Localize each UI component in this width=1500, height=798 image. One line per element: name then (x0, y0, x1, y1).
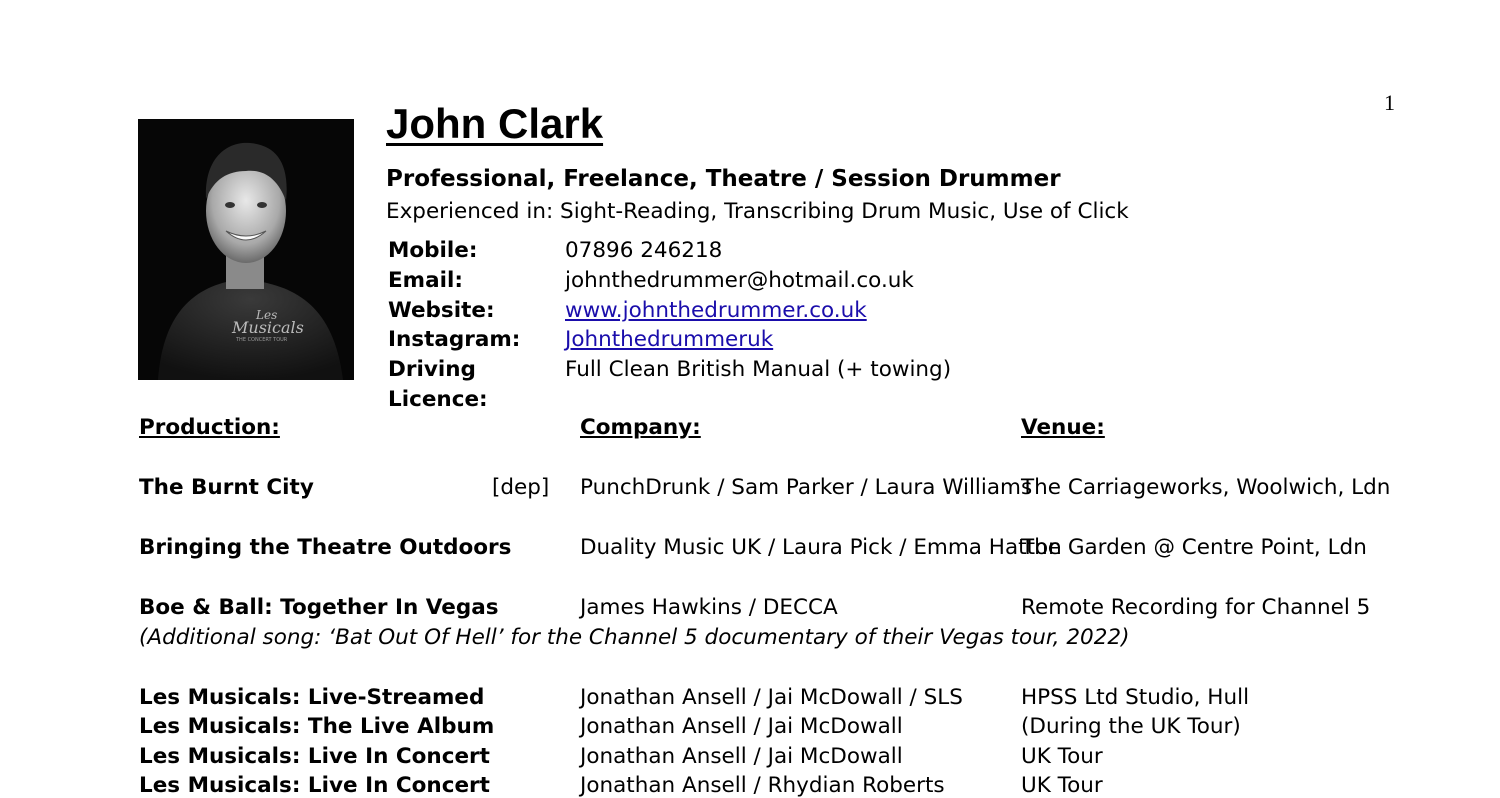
svg-text:Les: Les (256, 308, 278, 322)
role-title: Professional, Freelance, Theatre / Session Drummer (386, 166, 1061, 192)
venue-header: Venue: (1021, 415, 1105, 440)
svg-text:THE CONCERT TOUR: THE CONCERT TOUR (236, 337, 288, 343)
email-value: johnthedrummer@hotmail.co.uk (565, 267, 914, 293)
email-label: Email: (388, 267, 463, 293)
production-title: Les Musicals: Live In Concert (139, 773, 490, 798)
company-name: Duality Music UK / Laura Pick / Emma Hatton (580, 535, 1062, 560)
candidate-name: John Clark (386, 100, 604, 147)
production-title: Les Musicals: Live In Concert (139, 744, 490, 769)
company-name: Jonathan Ansell / Rhydian Roberts (580, 773, 945, 798)
contact-details (388, 236, 951, 415)
mobile-value: 07896 246218 (565, 238, 723, 263)
production-title: Bringing the Theatre Outdoors (139, 535, 512, 560)
website-link[interactable]: www.johnthedrummer.co.uk (565, 297, 867, 323)
contact-website-row (388, 296, 951, 326)
credit-note: (Additional song: ‘Bat Out Of Hell’ for the Channel 5 documentary of their Vegas tour, 2022) (139, 625, 1130, 650)
company-name: PunchDrunk / Sam Parker / Laura Williams (580, 475, 1033, 500)
licence-label: Driving Licence: (388, 357, 488, 412)
venue-name: UK Tour (1021, 744, 1103, 769)
contact-licence-row (388, 355, 951, 415)
experience-line: Experienced in: Sight-Reading, Transcribing Drum Music, Use of Click (386, 199, 1129, 224)
contact-mobile-row (388, 236, 951, 266)
venue-name: The Carriageworks, Woolwich, Ldn (1021, 475, 1391, 500)
licence-value: Full Clean British Manual (+ towing) (565, 357, 952, 383)
svg-text:Musicals: Musicals (232, 318, 304, 337)
instagram-label: Instagram: (388, 327, 521, 353)
venue-name: Remote Recording for Channel 5 (1021, 595, 1371, 620)
company-name: James Hawkins / DECCA (580, 595, 838, 620)
company-name: Jonathan Ansell / Jai McDowall (580, 714, 903, 739)
company-header: Company: (580, 415, 701, 440)
venue-name: The Garden @ Centre Point, Ldn (1021, 535, 1367, 560)
contact-instagram-row (388, 325, 951, 355)
company-name: Jonathan Ansell / Jai McDowall / SLS (580, 685, 963, 710)
production-title: Les Musicals: The Live Album (139, 714, 495, 739)
page-number: 1 (1384, 90, 1395, 115)
production-title: Boe & Ball: Together In Vegas (139, 595, 499, 620)
profile-photo (138, 119, 354, 380)
instagram-link[interactable]: Johnthedrummeruk (565, 327, 774, 353)
production-title: The Burnt City (139, 475, 314, 500)
production-title: Les Musicals: Live-Streamed (139, 685, 485, 710)
venue-name: UK Tour (1021, 773, 1103, 798)
contact-email-row (388, 266, 951, 296)
venue-name: (During the UK Tour) (1021, 714, 1241, 739)
website-label: Website: (388, 297, 495, 323)
company-name: Jonathan Ansell / Jai McDowall (580, 744, 903, 769)
production-header: Production: (139, 415, 280, 440)
venue-name: HPSS Ltd Studio, Hull (1021, 685, 1250, 710)
mobile-label: Mobile: (388, 238, 478, 263)
dep-marker: [dep] (492, 475, 550, 500)
